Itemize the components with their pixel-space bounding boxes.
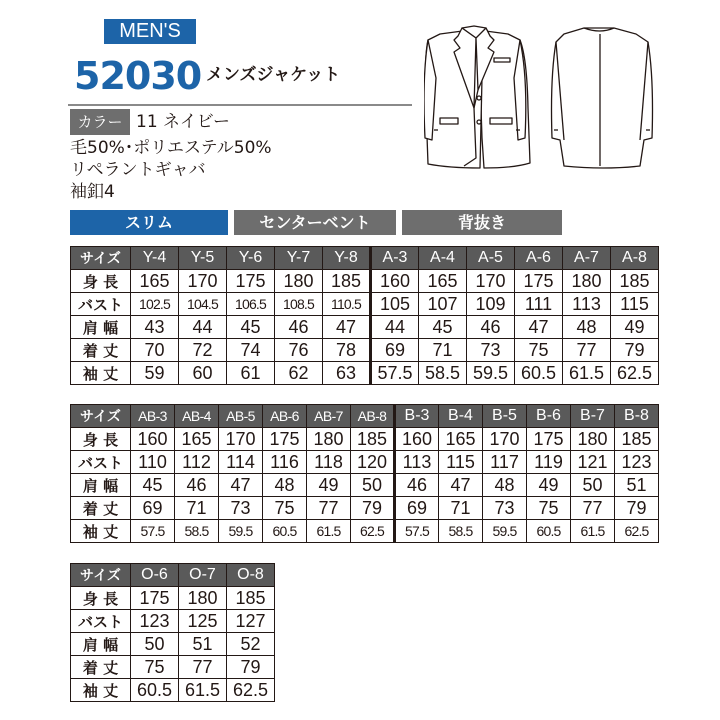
row-label: 袖 丈 xyxy=(71,520,131,543)
table-cell: 45 xyxy=(419,316,467,339)
table-row xyxy=(71,405,659,428)
table-cell: 165 xyxy=(175,428,219,451)
table-cell: 180 xyxy=(275,270,323,293)
table-cell: 74 xyxy=(227,339,275,362)
table-cell: 77 xyxy=(571,497,615,520)
table-cell: 50 xyxy=(571,474,615,497)
table-cell: 119 xyxy=(527,451,571,474)
table-cell: 77 xyxy=(307,497,351,520)
size-header: A-4 xyxy=(419,247,467,270)
table-cell: 50 xyxy=(131,633,179,656)
row-label: バスト xyxy=(71,293,131,316)
product-code: 52030 xyxy=(74,54,202,98)
table-cell: 185 xyxy=(227,587,275,610)
table-cell: 62.5 xyxy=(227,679,275,702)
table-cell: 60.5 xyxy=(131,679,179,702)
table-cell: 105 xyxy=(371,293,419,316)
header-divider xyxy=(68,104,412,106)
table-cell: 165 xyxy=(439,428,483,451)
table-cell: 49 xyxy=(611,316,659,339)
size-header: B-6 xyxy=(527,405,571,428)
table-row xyxy=(71,679,275,702)
table-cell: 60 xyxy=(179,362,227,385)
table-cell: 77 xyxy=(563,339,611,362)
table-cell: 175 xyxy=(263,428,307,451)
row-label: サイズ xyxy=(71,405,131,428)
table-cell: 113 xyxy=(563,293,611,316)
feature-badge-slim: スリム xyxy=(70,210,228,235)
size-header: A-3 xyxy=(371,247,419,270)
table-cell: 57.5 xyxy=(131,520,175,543)
jacket-illustrations xyxy=(424,18,674,183)
row-label: 袖 丈 xyxy=(71,362,131,385)
size-header: O-8 xyxy=(227,564,275,587)
table-cell: 58.5 xyxy=(439,520,483,543)
table-cell: 61.5 xyxy=(179,679,227,702)
size-header: Y-5 xyxy=(179,247,227,270)
size-header: B-5 xyxy=(483,405,527,428)
table-cell: 69 xyxy=(395,497,439,520)
table-cell: 75 xyxy=(263,497,307,520)
row-label: サイズ xyxy=(71,564,131,587)
table-cell: 59.5 xyxy=(467,362,515,385)
color-label: カラー xyxy=(70,109,130,135)
table-cell: 48 xyxy=(263,474,307,497)
table-cell: 46 xyxy=(175,474,219,497)
table-cell: 160 xyxy=(131,428,175,451)
size-header: AB-6 xyxy=(263,405,307,428)
row-label: 肩 幅 xyxy=(71,316,131,339)
table-cell: 59 xyxy=(131,362,179,385)
table-cell: 62 xyxy=(275,362,323,385)
table-cell: 118 xyxy=(307,451,351,474)
table-cell: 61.5 xyxy=(307,520,351,543)
size-header: Y-4 xyxy=(131,247,179,270)
table-cell: 46 xyxy=(395,474,439,497)
table-cell: 73 xyxy=(467,339,515,362)
table-cell: 123 xyxy=(615,451,659,474)
size-header: A-6 xyxy=(515,247,563,270)
table-cell: 60.5 xyxy=(515,362,563,385)
button-spec: 袖釦4 xyxy=(70,182,115,202)
table-cell: 48 xyxy=(563,316,611,339)
table-cell: 75 xyxy=(527,497,571,520)
table-row xyxy=(71,293,659,316)
table-cell: 61 xyxy=(227,362,275,385)
size-table-o xyxy=(70,563,275,702)
table-cell: 45 xyxy=(227,316,275,339)
table-cell: 62.5 xyxy=(615,520,659,543)
table-cell: 104.5 xyxy=(179,293,227,316)
table-cell: 60.5 xyxy=(527,520,571,543)
size-header: Y-7 xyxy=(275,247,323,270)
table-cell: 185 xyxy=(351,428,395,451)
table-cell: 185 xyxy=(615,428,659,451)
table-cell: 75 xyxy=(515,339,563,362)
size-header: AB-4 xyxy=(175,405,219,428)
table-cell: 160 xyxy=(395,428,439,451)
table-cell: 71 xyxy=(175,497,219,520)
table-cell: 102.5 xyxy=(131,293,179,316)
table-cell: 180 xyxy=(307,428,351,451)
feature-badge-center-vent: センターベント xyxy=(234,210,396,235)
feature-badge-unlined-back: 背抜き xyxy=(402,210,562,235)
table-cell: 61.5 xyxy=(571,520,615,543)
table-cell: 165 xyxy=(419,270,467,293)
table-row xyxy=(71,339,659,362)
table-cell: 47 xyxy=(515,316,563,339)
table-cell: 79 xyxy=(615,497,659,520)
table-cell: 175 xyxy=(515,270,563,293)
table-cell: 170 xyxy=(219,428,263,451)
table-cell: 52 xyxy=(227,633,275,656)
table-row xyxy=(71,564,275,587)
table-cell: 70 xyxy=(131,339,179,362)
table-cell: 73 xyxy=(219,497,263,520)
row-label: 身 長 xyxy=(71,587,131,610)
table-row xyxy=(71,451,659,474)
color-value: 11 ネイビー xyxy=(136,112,231,132)
table-cell: 69 xyxy=(371,339,419,362)
table-row xyxy=(71,270,659,293)
table-cell: 44 xyxy=(371,316,419,339)
fabric-spec: リペラントギャバ xyxy=(70,160,206,180)
table-cell: 50 xyxy=(351,474,395,497)
table-cell: 79 xyxy=(351,497,395,520)
table-cell: 62.5 xyxy=(351,520,395,543)
table-row xyxy=(71,474,659,497)
table-cell: 44 xyxy=(179,316,227,339)
table-cell: 46 xyxy=(467,316,515,339)
table-cell: 45 xyxy=(131,474,175,497)
table-cell: 77 xyxy=(179,656,227,679)
table-cell: 73 xyxy=(483,497,527,520)
row-label: 肩 幅 xyxy=(71,633,131,656)
table-cell: 112 xyxy=(175,451,219,474)
table-cell: 79 xyxy=(227,656,275,679)
table-cell: 57.5 xyxy=(395,520,439,543)
size-header: AB-7 xyxy=(307,405,351,428)
size-table-y-a xyxy=(70,246,659,385)
table-cell: 114 xyxy=(219,451,263,474)
table-row xyxy=(71,633,275,656)
table-cell: 78 xyxy=(323,339,371,362)
table-cell: 125 xyxy=(179,610,227,633)
table-cell: 47 xyxy=(219,474,263,497)
table-cell: 160 xyxy=(371,270,419,293)
table-cell: 58.5 xyxy=(419,362,467,385)
table-cell: 117 xyxy=(483,451,527,474)
table-cell: 111 xyxy=(515,293,563,316)
size-header: O-7 xyxy=(179,564,227,587)
table-cell: 116 xyxy=(263,451,307,474)
size-header: O-6 xyxy=(131,564,179,587)
table-cell: 123 xyxy=(131,610,179,633)
size-header: AB-8 xyxy=(351,405,395,428)
table-cell: 106.5 xyxy=(227,293,275,316)
row-label: 袖 丈 xyxy=(71,679,131,702)
table-cell: 46 xyxy=(275,316,323,339)
table-row xyxy=(71,316,659,339)
table-cell: 72 xyxy=(179,339,227,362)
table-cell: 185 xyxy=(323,270,371,293)
row-label: 肩 幅 xyxy=(71,474,131,497)
row-label: バスト xyxy=(71,451,131,474)
table-cell: 113 xyxy=(395,451,439,474)
size-header: A-8 xyxy=(611,247,659,270)
table-cell: 170 xyxy=(179,270,227,293)
jacket-back-icon xyxy=(552,28,653,168)
size-header: AB-3 xyxy=(131,405,175,428)
table-cell: 69 xyxy=(131,497,175,520)
table-row xyxy=(71,610,275,633)
table-cell: 47 xyxy=(323,316,371,339)
table-cell: 175 xyxy=(527,428,571,451)
table-cell: 180 xyxy=(179,587,227,610)
table-cell: 71 xyxy=(419,339,467,362)
table-cell: 127 xyxy=(227,610,275,633)
table-cell: 59.5 xyxy=(483,520,527,543)
table-cell: 180 xyxy=(563,270,611,293)
table-cell: 61.5 xyxy=(563,362,611,385)
table-cell: 165 xyxy=(131,270,179,293)
table-cell: 43 xyxy=(131,316,179,339)
table-cell: 175 xyxy=(131,587,179,610)
table-cell: 49 xyxy=(527,474,571,497)
table-row xyxy=(71,656,275,679)
table-cell: 107 xyxy=(419,293,467,316)
material-spec: 毛50%･ポリエステル50% xyxy=(70,138,272,158)
size-header: B-8 xyxy=(615,405,659,428)
table-cell: 76 xyxy=(275,339,323,362)
size-header: Y-8 xyxy=(323,247,371,270)
product-name: メンズジャケット xyxy=(206,65,341,85)
row-label: 着 丈 xyxy=(71,339,131,362)
row-label: 身 長 xyxy=(71,270,131,293)
table-cell: 71 xyxy=(439,497,483,520)
row-label: 着 丈 xyxy=(71,497,131,520)
table-row xyxy=(71,520,659,543)
table-cell: 48 xyxy=(483,474,527,497)
table-cell: 185 xyxy=(611,270,659,293)
row-label: サイズ xyxy=(71,247,131,270)
table-cell: 47 xyxy=(439,474,483,497)
jacket-front-icon xyxy=(424,26,530,168)
row-label: 着 丈 xyxy=(71,656,131,679)
table-cell: 109 xyxy=(467,293,515,316)
table-cell: 110.5 xyxy=(323,293,371,316)
row-label: 身 長 xyxy=(71,428,131,451)
table-cell: 60.5 xyxy=(263,520,307,543)
table-cell: 121 xyxy=(571,451,615,474)
size-header: AB-5 xyxy=(219,405,263,428)
table-cell: 49 xyxy=(307,474,351,497)
table-cell: 58.5 xyxy=(175,520,219,543)
table-cell: 108.5 xyxy=(275,293,323,316)
table-cell: 79 xyxy=(611,339,659,362)
row-label: バスト xyxy=(71,610,131,633)
size-header: A-5 xyxy=(467,247,515,270)
table-row xyxy=(71,362,659,385)
size-table-ab-b xyxy=(70,404,659,543)
table-cell: 75 xyxy=(131,656,179,679)
table-cell: 57.5 xyxy=(371,362,419,385)
table-row xyxy=(71,587,275,610)
table-cell: 180 xyxy=(571,428,615,451)
table-cell: 51 xyxy=(179,633,227,656)
size-header: A-7 xyxy=(563,247,611,270)
table-cell: 115 xyxy=(611,293,659,316)
table-cell: 62.5 xyxy=(611,362,659,385)
size-header: Y-6 xyxy=(227,247,275,270)
table-cell: 59.5 xyxy=(219,520,263,543)
table-cell: 63 xyxy=(323,362,371,385)
mens-badge: MEN'S xyxy=(104,19,196,44)
table-row xyxy=(71,247,659,270)
table-cell: 120 xyxy=(351,451,395,474)
table-row xyxy=(71,497,659,520)
table-cell: 51 xyxy=(615,474,659,497)
table-cell: 115 xyxy=(439,451,483,474)
size-header: B-4 xyxy=(439,405,483,428)
table-row xyxy=(71,428,659,451)
table-cell: 110 xyxy=(131,451,175,474)
size-header: B-7 xyxy=(571,405,615,428)
table-cell: 170 xyxy=(483,428,527,451)
table-cell: 175 xyxy=(227,270,275,293)
table-cell: 170 xyxy=(467,270,515,293)
size-header: B-3 xyxy=(395,405,439,428)
